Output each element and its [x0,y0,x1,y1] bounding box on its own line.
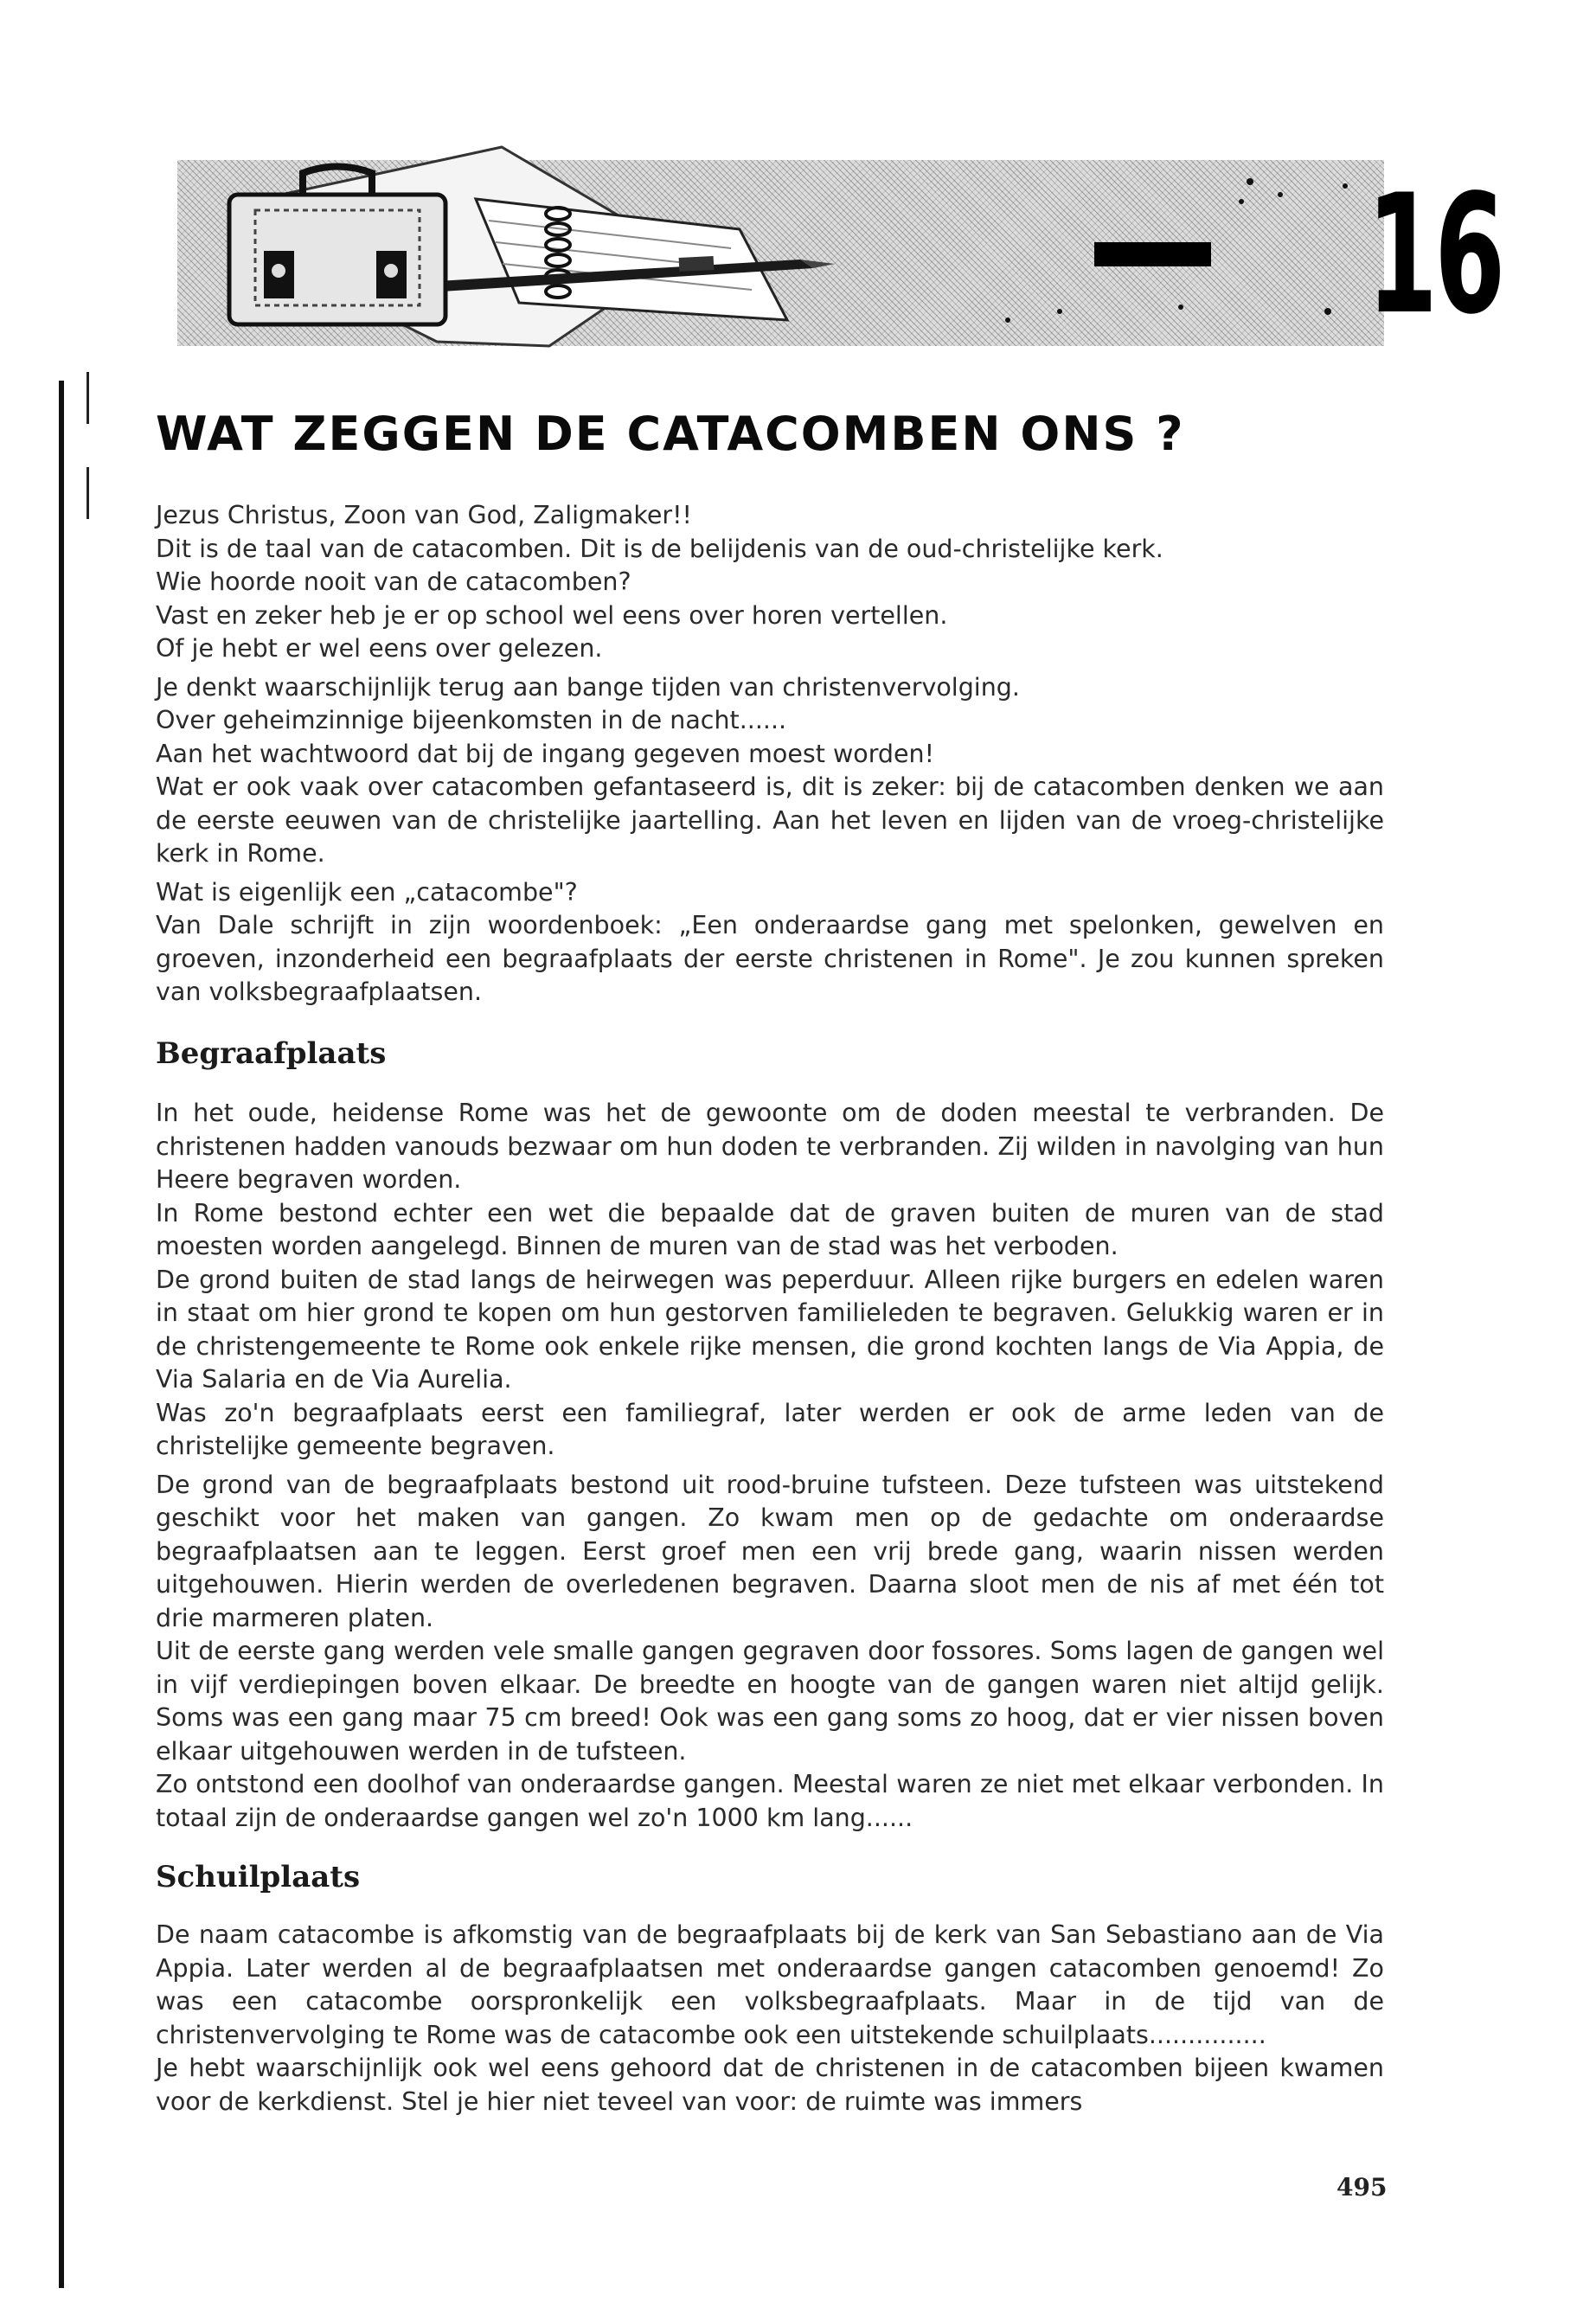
intro-text [156,499,1384,1009]
chapter-banner [177,159,1503,350]
page-number: 495 [1336,2173,1388,2202]
paragraph: De grond van de begraafplaats bestond uit rood-bruine tufsteen. Deze tufsteen was uitstekend geschikt voor het maken van gangen. Zo kwam men op de gedachte om onderaardse begraafplaatsen aan te leggen. Eerst groef men een vrij brede gang, waarin nissen werden uitgehouwen. Hierin werden de overledenen begraven. Daarna sloot men de nis af met één tot drie marmeren platen. [156,1470,1384,1632]
paragraph: Je hebt waarschijnlijk ook wel eens gehoord dat de christenen in de catacomben bijeen kwamen voor de kerkdienst. Stel je hier niet teveel van voor: de ruimte was immers [156,2054,1384,2116]
paragraph: Uit de eerste gang werden vele smalle gangen gegraven door fossores. Soms lagen de gangen wel in vijf verdiepingen boven elkaar. De breedte en hoogte van de gangen waren niet altijd gelijk. Soms was een gang maar 75 cm breed! Ook was een gang soms zo hoog, dat er vier nissen boven elkaar uitgehouwen werden in de tufsteen. [156,1637,1384,1766]
paragraph: Van Dale schrijft in zijn woordenboek: „Een onderaardse gang met spelonken, gewelven en groeven, inzonderheid een begraafplaats der eerste christenen in Rome". Je zou kunnen spreken van volksbegraafplaatsen. [156,911,1384,1006]
page-title: WAT ZEGGEN DE CATACOMBEN ONS ? [156,407,1185,461]
section-heading-begraafplaats: Begraafplaats [156,1036,387,1071]
paragraph: Wie hoorde nooit van de catacomben? [156,567,631,596]
paragraph: In Rome bestond echter een wet die bepaalde dat de graven buiten de muren van de stad moesten worden aangelegd. Binnen de muren van de stad was het verboden. [156,1198,1384,1260]
paragraph: Dit is de taal van de catacomben. Dit is de belijdenis van de oud-christelijke kerk. [156,534,1163,563]
paragraph: Of je hebt er wel eens over gelezen. [156,634,603,663]
section-heading-schuilplaats: Schuilplaats [156,1860,361,1894]
paragraph: Wat is eigenlijk een „catacombe"? [156,877,578,907]
paragraph: Vast en zeker heb je er op school wel eens over horen vertellen. [156,600,948,630]
binding-mark [87,372,89,424]
chapter-number: 16 [1367,159,1503,350]
paragraph: Over geheimzinnige bijeenkomsten in de nacht...... [156,706,787,734]
binding-mark [87,467,89,519]
paragraph: De naam catacombe is afkomstig van de begraafplaats bij de kerk van San Sebastiano aan de Via Appia. Later werden al de begraafplaatsen met onderaardse gangen catacomben genoemd! Zo was een catacombe oorspronkelijk een volksbegraafplaats. Maar in de tijd van de christenvervolging te Rome was de catacombe ook een uitstekende schuilplaats............... [156,1920,1384,2049]
notebook-icon [476,199,787,320]
paragraph: Wat er ook vaak over catacomben gefantaseerd is, dit is zeker: bij de catacomben denken we aan de eerste eeuwen van de christelijke jaartelling. Aan het leven en lijden van de vroeg-christelijke kerk in Rome. [156,772,1384,868]
binding-edge [59,381,64,2288]
chapter-dash [1094,242,1211,266]
paragraph: De grond buiten de stad langs de heirwegen was peperduur. Alleen rijke burgers en edelen waren in staat om hier grond te kopen om hun gestorven familieleden te begraven. Gelukkig waren er in de christengemeente te Rome ook enkele rijke mensen, die grond kochten langs de Via Appia, de Via Salaria en de Via Aurelia. [156,1265,1384,1394]
paragraph: Was zo'n begraafplaats eerst een familiegraf, later werden er ook de arme leden van de christelijke gemeente begraven. [156,1398,1384,1460]
paragraph: In het oude, heidense Rome was het de gewoonte om de doden meestal te verbranden. De christenen hadden vanouds bezwaar om hun doden te verbranden. Zij wilden in navolging van hun Heere begraven worden. [156,1099,1384,1194]
paragraph: Zo ontstond een doolhof van onderaardse gangen. Meestal waren ze niet met elkaar verbonden. In totaal zijn de onderaardse gangen wel zo'n 1000 km lang...... [156,1770,1384,1832]
section-text-begraafplaats [156,1097,1384,1835]
paragraph: Aan het wachtwoord dat bij de ingang gegeven moest worden! [156,739,935,768]
paragraph: Jezus Christus, Zoon van God, Zaligmaker!! [156,501,692,529]
paragraph: Je denkt waarschijnlijk terug aan bange tijden van christenvervolging. [156,672,1020,702]
section-text-schuilplaats [156,1919,1384,2118]
